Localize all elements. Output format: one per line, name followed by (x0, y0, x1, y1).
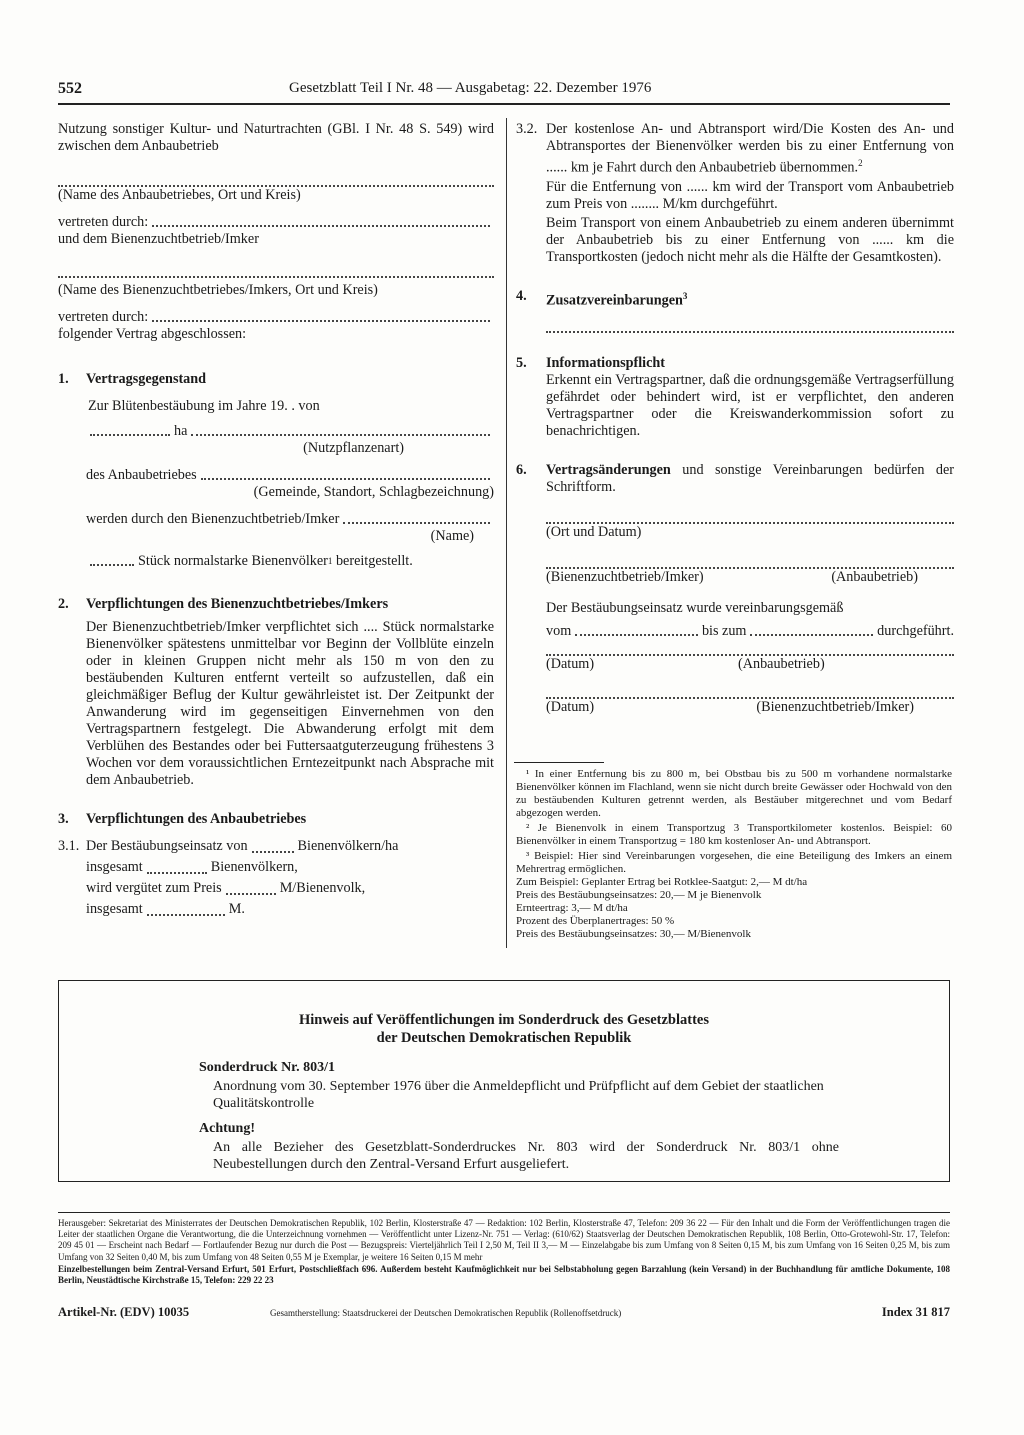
blank-gemeinde[interactable] (201, 478, 490, 480)
blank-insgesamt-bv[interactable] (147, 872, 207, 874)
blank-zusatz[interactable] (546, 321, 954, 333)
section-3-heading: 3. Verpflichtungen des Anbaubetriebes (58, 811, 307, 827)
column-divider (506, 118, 507, 948)
footer-bar: Artikel-Nr. (EDV) 10035 Gesamtherstellung: Staatsdruckerei der Deutschen Demokratischen Republik (Rollenoffsetdruck) Index 31 817 (58, 1305, 950, 1319)
blank-vertreten-2[interactable] (152, 320, 490, 322)
blank-preis[interactable] (226, 893, 276, 895)
blank-bis[interactable] (750, 634, 873, 636)
section-3-1: 3.1. Der Bestäubungseinsatz von Bienenvölkern/ha insgesamt Bienenvölkern, wird vergütet zum Preis M/Bienenvolk, insgesamt M. (58, 838, 399, 917)
header-title: Gesetzblatt Teil I Nr. 48 — Ausgabetag: 22. Dezember 1976 (289, 80, 652, 96)
line-werden: werden durch den Bienenzuchtbetrieb/Imker (86, 511, 494, 528)
line-vertreten-2: vertreten durch: (58, 309, 494, 326)
footnote-rule (514, 762, 604, 763)
notice-box (58, 980, 950, 1182)
blank-ha[interactable] (90, 434, 170, 436)
imprint-rule (58, 1212, 950, 1213)
blank-datum-imker[interactable] (546, 687, 954, 699)
section-2-heading: 2. Verpflichtungen des Bienenzuchtbetriebes/Imkers (58, 596, 389, 612)
blank-vertreten-1[interactable] (152, 225, 490, 227)
blank-anbaubetrieb[interactable] (58, 175, 494, 187)
intro-text: Nutzung sonstiger Kultur- und Naturtrachten (GBl. I Nr. 48 S. 549) wird zwischen dem Anbaubetrieb (58, 121, 494, 154)
section-1-heading: 1. Vertragsgegenstand (58, 371, 207, 387)
header-rule (58, 103, 950, 105)
section-1-body: Zur Blütenbestäubung im Jahre 19. . von ha (Nutzpflanzenart) des Anbaubetriebes (Gemeinde, Standort, Schlagbezeichnung) werden durch den Bienenzuchtbetrieb/Imker (Name) Stück normalstarke Bienenvölker 1 bereitgestellt. (86, 398, 494, 569)
line-vertreten-1: vertreten durch: (58, 214, 494, 231)
label-name-anbau: (Name des Anbaubetriebes, Ort und Kreis) (58, 187, 301, 203)
signature-block: (Ort und Datum) (Bienenzuchtbetrieb/Imker) (Anbaubetrieb) Der Bestäubungseinsatz wurde vereinbarungsgemäß vom bis zum durchgeführt. (Datum) (Anbaubetrieb) (Datum) (Bienenzuchtbetrieb/Imker) (516, 512, 954, 716)
page-number: 552 (58, 80, 82, 97)
section-6: 6. Vertragsänderungen und sonstige Vereinbarungen bedürfen der Schriftform. (516, 462, 954, 496)
label-gemeinde: (Gemeinde, Standort, Schlagbezeichnung) (253, 484, 494, 500)
line-ha: ha (86, 423, 494, 440)
left-column (58, 121, 494, 920)
label-name: (Name) (430, 528, 474, 544)
imprint: Herausgeber: Sekretariat des Ministerrates der Deutschen Demokratischen Republik, 102 Berlin, Klosterstraße 47 — Redaktion: 102 Berlin, Klosterstraße 47, Telefon: 209 36 22 — Für den Inhalt und die Form der Veröffentlichungen tragen die Leiter der staatlichen Organe die Verantwortung, die die Unterzeichnung vornehmen — Veröffentlicht unter Lizenz-Nr. 751 — Verlag: (610/62) Staatsverlag der Deutschen Demokratischen Republik, 108 Berlin, Otto-Grotewohl-Str. 17, Telefon: 209 45 01 — Erscheint nach Bedarf — Fortlaufender Bezug nur durch die Post — Bezugspreis: Vierteljährlich Teil I 2,50 M, Teil II 3,— M — Einzelabgabe bis zum Umfang von 8 Seiten 0,15 M, bis zum Umfang von 16 Seiten 0,25 M, bis zum Umfang von 32 Seiten 0,40 M, bis zum Umfang von 48 Seiten 0,55 M je Exemplar, je weitere 16 Seiten 0,15 M mehr Einzelbestellungen beim Zentral-Versand Erfurt, 501 Erfurt, Postschließfach 696. Außerdem besteht Kaufmöglichkeit nur bei Selbstabholung gegen Barzahlung (kein Versand) in der Buchhandlung für amtliche Dokumente, 108 Berlin, Neustädtische Kirchstraße 15, Telefon: 229 22 23 (58, 1218, 950, 1286)
text-abgeschlossen: folgender Vertrag abgeschlossen: (58, 326, 247, 342)
blank-vom[interactable] (575, 634, 698, 636)
blank-bvha[interactable] (252, 851, 294, 853)
label-nutzpflanzenart: (Nutzpflanzenart) (303, 440, 404, 456)
blank-imker-name[interactable] (343, 522, 490, 524)
notice-content: Sonderdruck Nr. 803/1 Anordnung vom 30. September 1976 über die Anmeldepflicht und Prüfpflicht auf dem Gebiet der staatlichen Qualitätskontrolle Achtung! An alle Bezieher des Gesetzblatt-Sonderdruckes Nr. 803 wird der Sonderdruck Nr. 803/1 ohne Neubestellungen durch den Zentral-Versand Erfurt ausgeliefert. (199, 1060, 839, 1172)
blank-stueck[interactable] (90, 564, 134, 566)
line-stueck: Stück normalstarke Bienenvölker 1 bereitgestellt. (86, 553, 494, 570)
blank-datum-anbau[interactable] (546, 644, 954, 656)
right-column (516, 121, 954, 716)
section-3-2: 3.2. Der kostenlose An- und Abtransport wird/Die Kosten des An- und Abtransportes der Bienenvölker werden bis zu einer Entfernung von ...... km je Fahrt durch den Anbaubetrieb übernommen.$^2$ Für die Entfernung von ...... km wird der Transport vom Anbaubetrieb zum Preis von ........ M/km durchgeführt. Beim Transport von einem Anbaubetrieb zu einem anderen übernimmt der Anbaubetrieb bis zu einer Entfernung von ...... km die Transportkosten (jedoch nicht mehr als die Hälfte der Gesamtkosten). (516, 121, 954, 265)
blank-nutzpflanze[interactable] (191, 434, 490, 436)
notice-title: Hinweis auf Veröffentlichungen im Sonderdruck des Gesetzblattes der Deutschen Demokratischen Republik (298, 1012, 710, 1046)
blank-imker[interactable] (58, 266, 494, 278)
blank-ort-datum[interactable] (546, 512, 954, 524)
section-5: 5. Informationspflicht Erkennt ein Vertragspartner, daß die ordnungsgemäße Vertragserfüllung gefährdet oder behindert wird, ist er verpflichtet, den anderen Vertragspartner oder die Kreiswanderkommission sofort zu benachrichtigen. (516, 355, 954, 440)
section-4-heading: 4. Zusatzvereinbarungen$^3$ (516, 287, 688, 309)
blank-insgesamt-m[interactable] (147, 914, 225, 916)
line-des-anbau: des Anbaubetriebes (86, 467, 494, 484)
label-name-imker: (Name des Bienenzuchtbetriebes/Imkers, Ort und Kreis) (58, 282, 378, 298)
blank-signatures[interactable] (546, 557, 954, 569)
page-header (58, 80, 950, 104)
section-2-text: Der Bienenzuchtbetrieb/Imker verpflichtet sich .... Stück normalstarke Bienenvölker spätestens unmittelbar vor Beginn der Vollblüte einzeln oder in kleinen Gruppen nicht mehr als 150 m von den zu bestäubenden Kulturen entfernt verteilt so aufzustellen, daß ein gleichmäßiger Beflug der Kultur gewährleistet ist. Der Zeitpunkt der Anwanderung wird im gegenseitigen Einvernehmen von den Vertragspartnern festgelegt. Die Abwanderung erfolgt mit dem Verblühen des Bestandes oder bei Futtersaatguterzeugung frühestens 3 Wochen vor dem voraussichtlichen Erntezeitpunkt nach Absprache mit dem Anbaubetrieb. (86, 619, 494, 788)
footnotes: ¹ In einer Entfernung bis zu 800 m, bei Obstbau bis zu 500 m vorhandene normalstarke Bienenvölker können im Flachland, wenn sie nicht durch breite Gewässer oder Hochwald von den zu bestäubenden Kulturen getrennt werden, als Bestäuber mitgerechnet und vom Bedarf abgezogen werden. ² Je Bienenvolk in einem Transportzug 3 Transportkilometer kostenlos. Beispiel: 60 Bienenvölker in einem Transportzug = 180 km kostenloser An- und Abtransport. ³ Beispiel: Hier sind Vereinbarungen vorgesehen, die eine Beteiligung des Imkers an einem Mehrertrag ermöglichen. Zum Beispiel: Geplanter Ertrag bei Rotklee-Saatgut: 2,— M dt/ha Preis des Bestäubungseinsatzes: 20,— M je Bienenvolk Ernteertrag: 3,— M dt/ha Prozent des Überplanertrages: 50 % Preis des Bestäubungseinsatzes: 30,— M/Bienenvolk (516, 768, 952, 940)
text-und-dem: und dem Bienenzuchtbetrieb/Imker (58, 231, 259, 247)
